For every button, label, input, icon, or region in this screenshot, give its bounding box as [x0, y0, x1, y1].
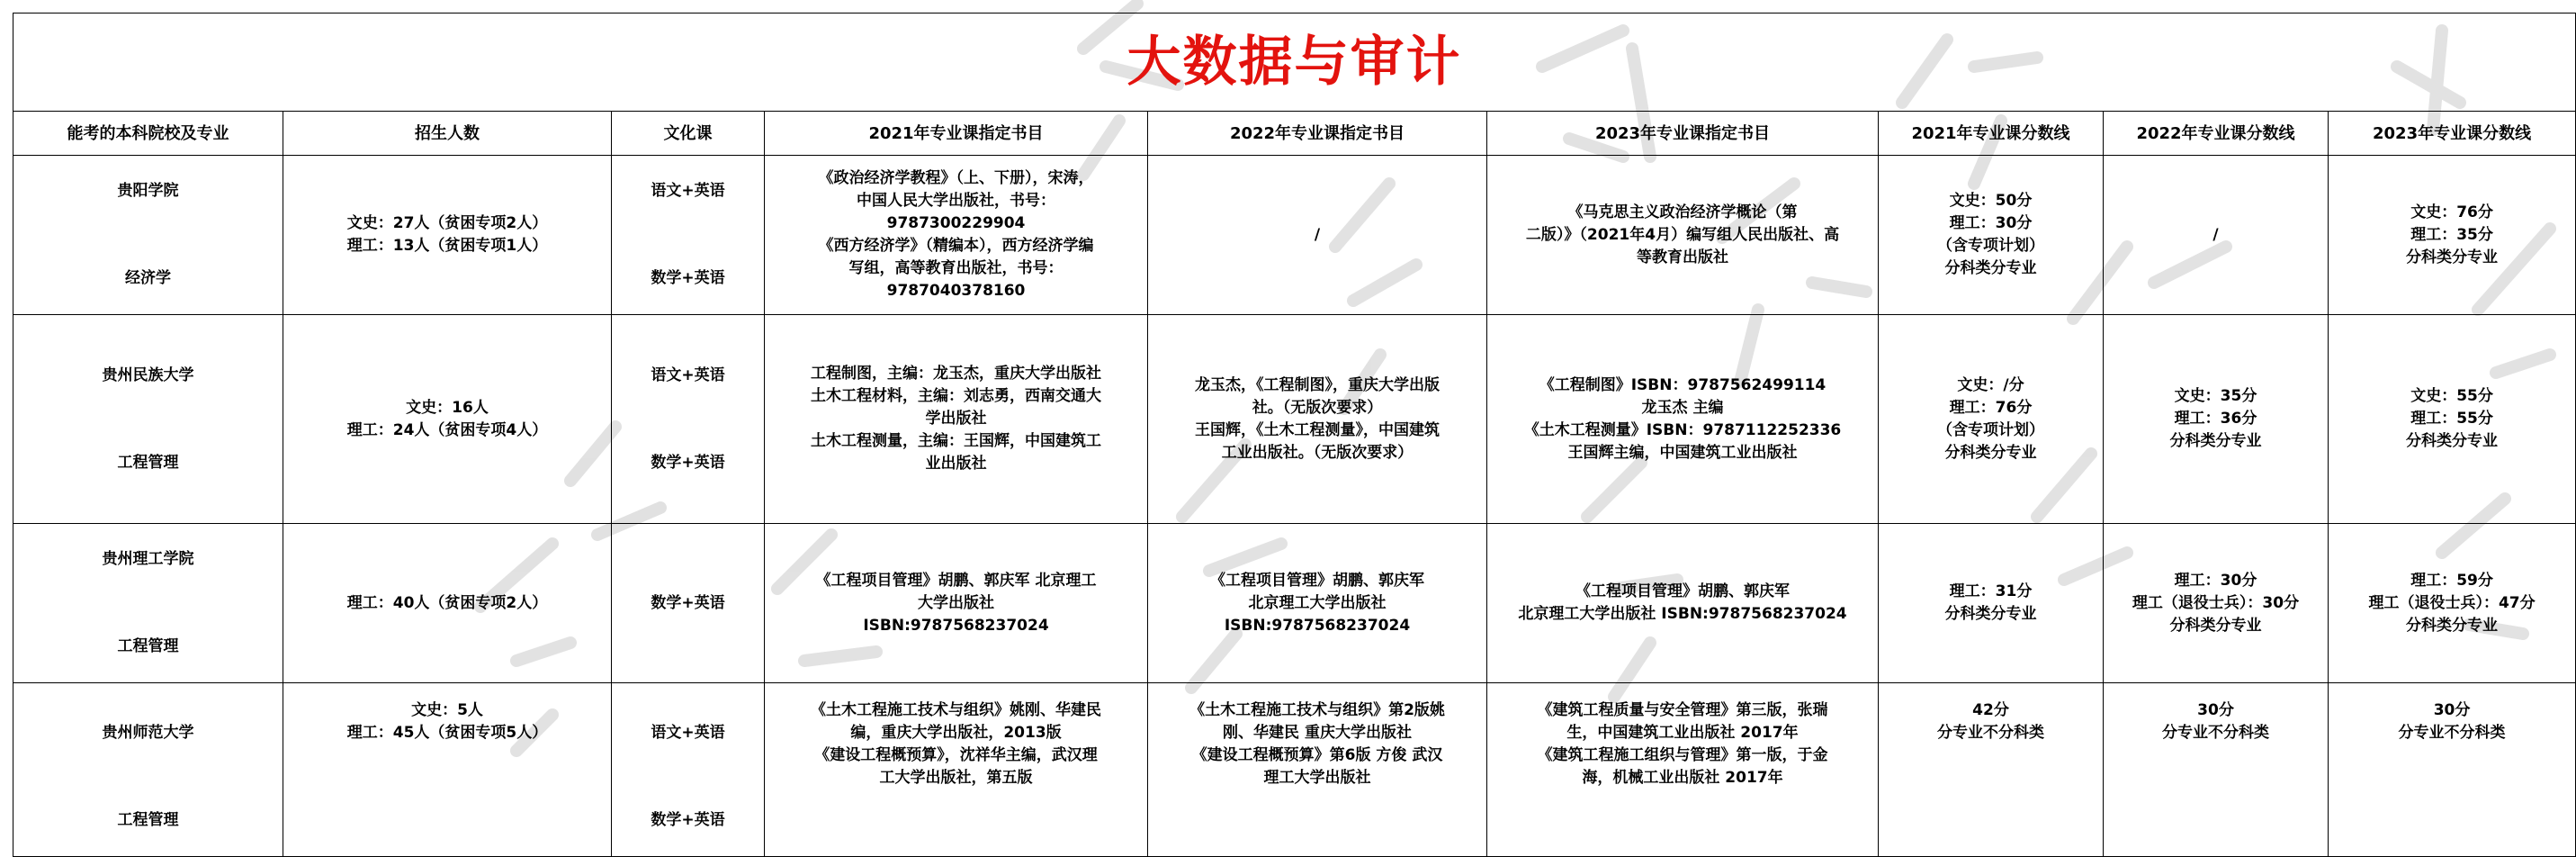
- score-2022-cell: /: [2104, 156, 2329, 315]
- admission-table: [13, 13, 2576, 857]
- header-enrollment: 招生人数: [283, 112, 612, 156]
- culture-cell: [612, 156, 765, 315]
- header-books-2022: 2022年专业课指定书目: [1148, 112, 1487, 156]
- major-name: 工程管理: [117, 637, 179, 655]
- score-2021-cell: 理工：31分 分科类分专业: [1879, 524, 2104, 683]
- score-2021-cell: 文史：50分 理工：30分 （含专项计划） 分科类分专业: [1879, 156, 2104, 315]
- major-name: 工程管理: [117, 811, 179, 829]
- books-2023-cell: 《工程制图》ISBN：9787562499114 龙玉杰 主编 《土木工程测量》ISBN：9787112252336 王国辉主编，中国建筑工业出版社: [1487, 315, 1879, 524]
- school-name: 贵州理工学院: [102, 550, 194, 568]
- books-2021-cell: 《土木工程施工技术与组织》姚刚、华建民 编，重庆大学出版社，2013版 《建设工程概预算》，沈祥华主编，武汉理 工大学出版社，第五版: [765, 683, 1148, 857]
- books-2021-cell: 工程制图，主编：龙玉杰，重庆大学出版社 土木工程材料，主编：刘志勇，西南交通大 学出版社 土木工程测量，主编：王国辉，中国建筑工 业出版社: [765, 315, 1148, 524]
- score-2023-cell: 文史：55分 理工：55分 分科类分专业: [2329, 315, 2576, 524]
- school-cell: [13, 156, 283, 315]
- score-2021-cell: 文史：/分 理工：76分 （含专项计划） 分科类分专业: [1879, 315, 2104, 524]
- culture-subject: 语文+英语: [651, 365, 725, 384]
- culture-subject: 数学+英语: [651, 269, 725, 287]
- header-school: 能考的本科院校及专业: [13, 112, 283, 156]
- books-2021-cell: 《工程项目管理》胡鹏、郭庆军 北京理工 大学出版社 ISBN:9787568237024: [765, 524, 1148, 683]
- spreadsheet: [13, 13, 2575, 829]
- culture-cell: [612, 315, 765, 524]
- header-score-2021: 2021年专业课分数线: [1879, 112, 2104, 156]
- school-name: 贵州师范大学: [102, 724, 194, 742]
- books-2022-cell: 《土木工程施工技术与组织》第2版姚 刚、华建民 重庆大学出版社 《建设工程概预算》第6版 方俊 武汉 理工大学出版社: [1148, 683, 1487, 857]
- books-2023-cell: 《马克思主义政治经济学概论（第 二版）》（2021年4月）编写组人民出版社、高 等教育出版社: [1487, 156, 1879, 315]
- culture-subject: 语文+英语: [651, 182, 725, 200]
- culture-cell: [612, 683, 765, 857]
- books-2021-cell: 《政治经济学教程》（上、下册），宋涛， 中国人民大学出版社，书号： 9787300229904 《西方经济学》（精编本），西方经济学编 写组，高等教育出版社，书号： 9787040378160: [765, 156, 1148, 315]
- score-2023-cell: 文史：76分 理工：35分 分科类分专业: [2329, 156, 2576, 315]
- books-2023-cell: 《工程项目管理》胡鹏、郭庆军 北京理工大学出版社 ISBN:9787568237024: [1487, 524, 1879, 683]
- score-2022-cell: 30分 分专业不分科类: [2104, 683, 2329, 857]
- header-culture: 文化课: [612, 112, 765, 156]
- table-row: [13, 156, 2576, 315]
- table-row: [13, 315, 2576, 524]
- major-name: 经济学: [125, 269, 171, 287]
- page-title: 大数据与审计: [13, 14, 2576, 112]
- header-books-2023: 2023年专业课指定书目: [1487, 112, 1879, 156]
- enrollment-cell: 理工：40人（贫困专项2人）: [283, 524, 612, 683]
- score-2023-cell: 理工：59分 理工（退役士兵）：47分 分科类分专业: [2329, 524, 2576, 683]
- score-2023-cell: 30分 分专业不分科类: [2329, 683, 2576, 857]
- books-2022-cell: 龙玉杰，《工程制图》，重庆大学出版 社。（无版次要求） 王国辉，《土木工程测量》，中国建筑 工业出版社。（无版次要求）: [1148, 315, 1487, 524]
- score-2022-cell: 理工：30分 理工（退役士兵）：30分 分科类分专业: [2104, 524, 2329, 683]
- culture-subject: 数学+英语: [651, 811, 725, 829]
- title-row: [13, 14, 2576, 112]
- major-name: 工程管理: [117, 453, 179, 472]
- school-cell: [13, 315, 283, 524]
- culture-subject: 语文+英语: [651, 724, 725, 742]
- score-2022-cell: 文史：35分 理工：36分 分科类分专业: [2104, 315, 2329, 524]
- school-cell: [13, 683, 283, 857]
- school-name: 贵州民族大学: [102, 365, 194, 384]
- books-2022-cell: 《工程项目管理》胡鹏、郭庆军 北京理工大学出版社 ISBN:9787568237024: [1148, 524, 1487, 683]
- table-row: [13, 683, 2576, 857]
- table-row: [13, 524, 2576, 683]
- enrollment-cell: 文史：5人 理工：45人（贫困专项5人）: [283, 683, 612, 857]
- header-books-2021: 2021年专业课指定书目: [765, 112, 1148, 156]
- culture-cell: 数学+英语: [612, 524, 765, 683]
- header-row: [13, 112, 2576, 156]
- books-2023-cell: 《建筑工程质量与安全管理》第三版，张瑞 生，中国建筑工业出版社 2017年 《建筑工程施工组织与管理》第一版，于金 海，机械工业出版社 2017年: [1487, 683, 1879, 857]
- header-score-2022: 2022年专业课分数线: [2104, 112, 2329, 156]
- score-2021-cell: 42分 分专业不分科类: [1879, 683, 2104, 857]
- books-2022-cell: /: [1148, 156, 1487, 315]
- school-name: 贵阳学院: [117, 182, 179, 200]
- school-cell: [13, 524, 283, 683]
- culture-subject: 数学+英语: [651, 453, 725, 472]
- enrollment-cell: 文史：27人（贫困专项2人） 理工：13人（贫困专项1人）: [283, 156, 612, 315]
- enrollment-cell: 文史：16人 理工：24人（贫困专项4人）: [283, 315, 612, 524]
- header-score-2023: 2023年专业课分数线: [2329, 112, 2576, 156]
